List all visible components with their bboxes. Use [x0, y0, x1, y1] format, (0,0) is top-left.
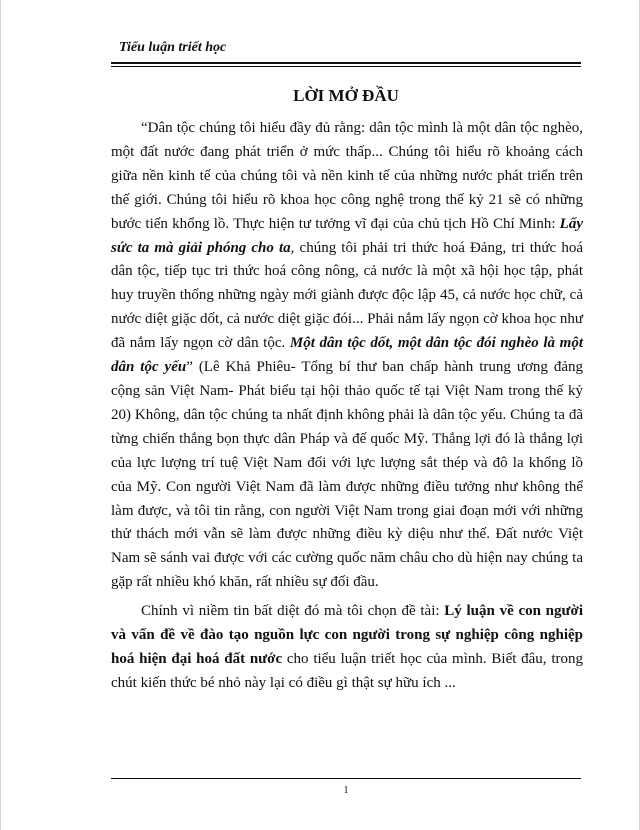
header-rule-thin: [111, 66, 581, 67]
running-header: Tiểu luận triết học: [119, 40, 227, 55]
quote-text-1: “Dân tộc chúng tôi hiểu đầy đủ rằng: dân tộc mình là một dân tộc nghèo, một đất nước đang phát triển ở mức thấp... Chúng tôi hiểu rõ khoảng cách giữa nền kinh tế của chúng tôi và nền kinh tế của những nước phát triển trên thế giới. Chúng tôi hiểu rõ khoa học công nghệ trong thế kỷ 21 sẽ có những bước tiến khổng lồ. Thực hiện tư tưởng vĩ đại của chủ tịch Hồ Chí Minh:: [111, 120, 583, 232]
footer-rule: [111, 778, 581, 779]
quote-text-2: , chúng tôi phải tri thức hoá Đảng, tri thức hoá dân tộc, tiếp tục tri thức hoá công nông, cả nước là một xã hội học tập, phát huy truyền thống những ngày mới giành được độc lập 45, cả nước học chữ, cả nước diệt giặc dốt, cả nước diệt giặc đói... Phải nắm lấy ngọn cờ khoa học như đã nắm lấy ngọn cờ dân tộc.: [111, 239, 583, 352]
topic-text-2: cho tiểu luận triết học của mình. Biết đâu, trong chút kiến thức bé nhỏ này lại có điều gì thật sự hữu ích ...: [111, 650, 583, 691]
page-number: 1: [343, 785, 349, 796]
header-rule: [111, 62, 581, 64]
topic-title: Lý luận về con người và vấn đề về đào tạo nguồn lực con người trong sự nghiệp công nghiệp hoá hiện đại hoá đất nước: [111, 603, 583, 667]
quote-text-3: ” (Lê Khả Phiêu- Tổng bí thư ban chấp hành trung ương đảng cộng sản Việt Nam- Phát biểu tại hội thảo quốc tế tại Việt Nam trong thế kỷ 20) Không, dân tộc chúng ta nhất định không phải là dân tộc yếu. Chúng ta đã từng chiến thắng bọn thực dân Pháp và đế quốc Mỹ. Thắng lợi đó là thắng lợi của lực lượng trí tuệ Việt Nam đối với lực lượng sắt thép và đô la khổng lồ của Mỹ. Con người Việt Nam đã làm được những điều tưởng như không thể làm được, và tôi tin rằng, con người Việt Nam trong giai đoạn mới với những thử thách mới vẫn sẽ làm được những điều kỳ diệu như thế. Đất nước Việt Nam sẽ sánh vai được với các cường quốc năm châu cho dù hiện nay chúng ta gặp rất nhiều khó khăn, rất nhiều sự đối đầu.: [111, 359, 584, 591]
paragraph-intro-quote: [111, 117, 583, 595]
page-title: LỜI MỞ ĐẦU: [293, 86, 399, 105]
quote-emphasis-2: Một dân tộc dốt, một dân tộc đói nghèo là một dân tộc yếu: [111, 335, 583, 376]
paragraph-topic: [111, 600, 583, 696]
body-text: [111, 117, 583, 696]
topic-text-1: Chính vì niềm tin bất diệt đó mà tôi chọn đề tài:: [141, 603, 445, 620]
quote-emphasis-1: Lấy sức ta mà giải phóng cho ta: [111, 215, 583, 256]
